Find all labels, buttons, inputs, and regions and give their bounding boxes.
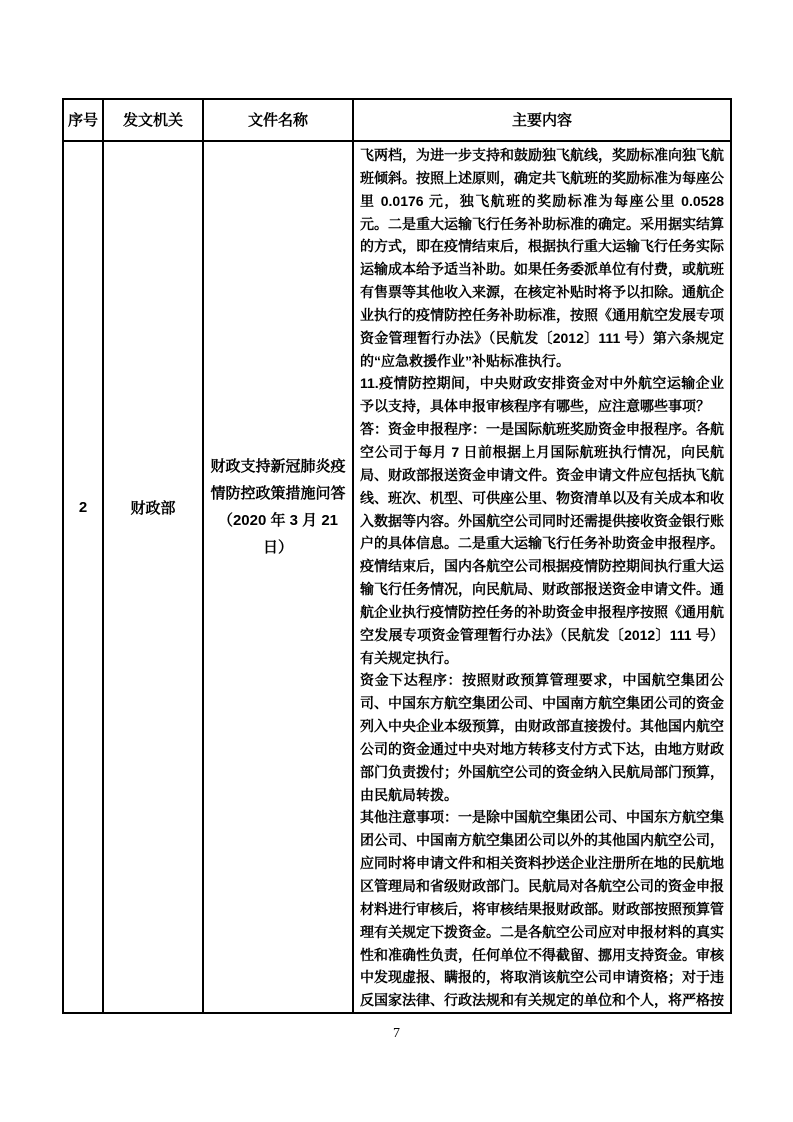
content-paragraph: 飞两档，为进一步支持和鼓励独飞航线，奖励标准向独飞航班倾斜。按照上述原则，确定共飞航班的奖励标准为每座公里 0.0176 元，独飞航班的奖励标准为每座公里 0.0528 元。二是重大运输飞行任务补助标准的确定。采用据实结算的方式，即在疫情结束后，根据执行重大运输飞行任务实际运输成本给予适当补助。如果任务委派单位有付费，或航班有售票等其他收入来源，在核定补贴时将予以扣除。通航企业执行的疫情防控任务补助标准，按照《通用航空发展专项资金管理暂行办法》（民航发〔2012〕111 号）第六条规定的“应急救援作业”补贴标准执行。 (360, 147, 724, 369)
header-doc-name: 文件名称 (203, 99, 353, 141)
doc-date: （2020 年 3 月 21 日） (217, 512, 339, 557)
content-paragraph: 11.疫情防控期间，中央财政安排资金对中外航空运输企业予以支持，具体申报审核程序有哪些，应注意哪些事项？ (360, 375, 724, 415)
doc-name: 财政支持新冠肺炎疫情防控政策措施问答 (210, 458, 346, 503)
content-paragraph: 资金下达程序：按照财政预算管理要求，中国航空集团公司、中国东方航空集团公司、中国南方航空集团公司的资金列入中央企业本级预算，由财政部直接拨付。其他国内航空公司的资金通过中央对地方转移支付方式下达，由地方财政部门负责拨付；外国航空公司的资金纳入民航局部门预算，由民航局转拨。 (360, 672, 724, 803)
doc-name-block (204, 453, 352, 561)
header-agency: 发文机关 (103, 99, 203, 141)
cell-main-content (353, 141, 731, 1013)
header-main-content: 主要内容 (353, 99, 731, 141)
content-paragraphs (354, 142, 730, 1012)
cell-serial (63, 141, 103, 1013)
content-paragraph: 答：资金申报程序：一是国际航班奖励资金申报程序。各航空公司于每月 7 日前根据上月国际航班执行情况，向民航局、财政部报送资金申请文件。资金申请文件应包括执飞航线、班次、机型、可供座公里、物资清单以及有关成本和收入数据等内容。外国航空公司同时还需提供接收资金银行账户的具体信息。二是重大运输飞行任务补助资金申报程序。疫情结束后，国内各航空公司根据疫情防控期间执行重大运输飞行任务情况，向民航局、财政部报送资金申请文件。通航企业执行疫情防控任务的补助资金申报程序按照《通用航空发展专项资金管理暂行办法》（民航发〔2012〕111 号）有关规定执行。 (360, 421, 724, 666)
serial-value: 2 (78, 498, 88, 516)
table-row (63, 141, 731, 1013)
agency-name: 财政部 (130, 499, 176, 517)
table-header-row (63, 99, 731, 141)
header-serial: 序号 (63, 99, 103, 141)
cell-agency (103, 141, 203, 1013)
page-number: 7 (393, 1026, 400, 1041)
policy-documents-table (62, 98, 732, 1014)
content-paragraph: 其他注意事项：一是除中国航空集团公司、中国东方航空集团公司、中国南方航空集团公司以外的其他国内航空公司，应同时将申请文件和相关资料抄送企业注册所在地的民航地区管理局和省级财政部门。民航局对各航空公司的资金申报材料进行审核后，将审核结果报财政部。财政部按照预算管理有关规定下拨资金。二是各航空公司应对申报材料的真实性和准确性负责，任何单位不得截留、挪用支持资金。审核中发现虚报、瞒报的，将取消该航空公司申请资格；对于违反国家法律、行政法规和有关规定的单位和个人，将严格按 (360, 809, 724, 1009)
cell-doc-name (203, 141, 353, 1013)
